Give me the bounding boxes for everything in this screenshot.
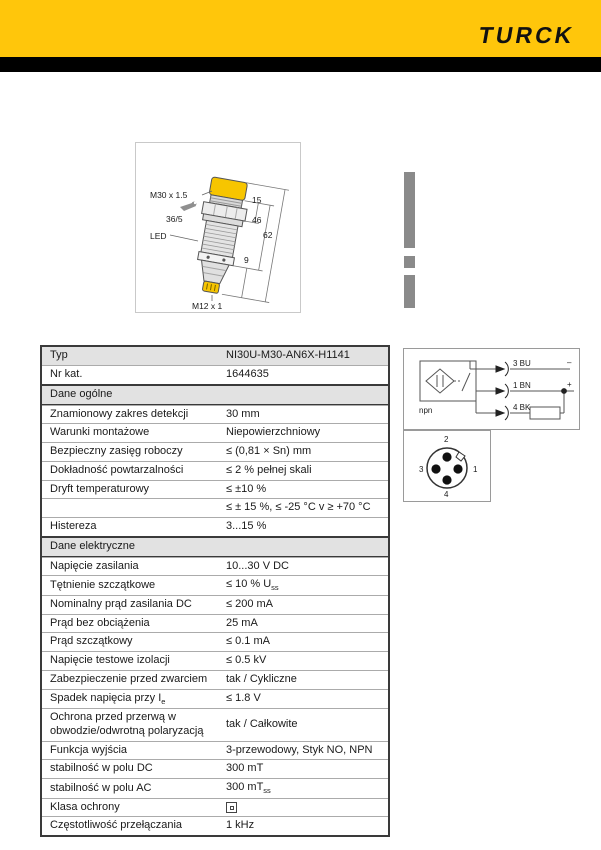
- sidebar-text-block: [404, 256, 415, 268]
- row-value: Niepowierzchniowy: [226, 426, 321, 439]
- wrench-icon: [180, 202, 196, 211]
- table-row: [42, 405, 388, 424]
- minus-sign: –: [567, 358, 572, 367]
- row-label: Spadek napięcia przy $I_e$: [50, 691, 166, 706]
- output-type-label: npn: [419, 406, 433, 415]
- dim-62: 62: [263, 230, 273, 240]
- table-row: [42, 517, 388, 536]
- row-label: Dryft temperaturowy: [50, 482, 150, 495]
- connector-thread-label: M12 x 1: [192, 301, 223, 311]
- table-row: [42, 670, 388, 689]
- table-row: [42, 557, 388, 576]
- sidebar-text-block: [404, 275, 415, 308]
- led-label: LED: [150, 231, 167, 241]
- row-label: Typ: [50, 349, 68, 362]
- wrench-size-label: 36/5: [166, 214, 183, 224]
- wiring-diagram: [403, 348, 580, 430]
- pin-label-2: 2: [444, 435, 449, 444]
- row-value: ≤ ± 15 %, ≤ -25 °C v ≥ +70 °C: [226, 501, 371, 514]
- junction-dot: [562, 389, 567, 394]
- table-row: [42, 708, 388, 741]
- row-value: ≤ 1.8 V: [226, 691, 261, 704]
- switch-symbol: [462, 373, 470, 391]
- table-row: [42, 816, 388, 835]
- row-value: ≤ 2 % pełnej skali: [226, 463, 312, 476]
- row-label: Histereza: [50, 520, 97, 532]
- row-value: 10...30 V DC: [226, 559, 289, 572]
- row-value: [224, 799, 388, 817]
- row-label: Częstotliwość przełączania: [50, 819, 183, 832]
- row-value: 1644635: [226, 368, 269, 380]
- row-value: ≤ 0.5 kV: [226, 654, 267, 667]
- table-section-header: [42, 536, 388, 557]
- row-value: ≤ 0.1 mA: [226, 635, 270, 648]
- row-label: Funkcja wyjścia: [50, 743, 128, 756]
- row-value: tak / Całkowite: [226, 718, 298, 730]
- wiring-diagram-svg: [404, 349, 579, 429]
- inductive-symbol: [426, 369, 454, 393]
- row-value: 3...15 %: [226, 520, 267, 532]
- row-value: 300 mT: [226, 762, 264, 775]
- sensor-drawing-svg: [136, 143, 300, 312]
- row-label: stabilność w polu DC: [50, 762, 153, 775]
- row-label: Napięcie testowe izolacji: [50, 654, 170, 667]
- wire1-label: 3 BU: [513, 359, 531, 368]
- row-label: Znamionowy zakres detekcji: [50, 407, 189, 420]
- thread-top-label: M30 x 1.5: [150, 190, 188, 200]
- table-row: [42, 423, 388, 442]
- row-label: Nr kat.: [50, 368, 83, 380]
- row-label: Dokładność powtarzalności: [50, 463, 184, 476]
- row-label: Dane elektryczne: [50, 539, 135, 552]
- row-value: ≤ 10 % $U_{ss}$: [226, 578, 279, 593]
- row-value: 30 mm: [226, 407, 260, 420]
- product-image: [135, 142, 301, 313]
- row-label: Napięcie zasilania: [50, 559, 139, 572]
- pin-label-1: 1: [473, 465, 478, 474]
- row-label: Tętnienie szczątkowe: [50, 578, 156, 591]
- load-resistor: [530, 407, 560, 419]
- dim-15: 15: [252, 195, 262, 205]
- row-value: ≤ ±10 %: [226, 482, 267, 495]
- row-value: 300 $mT_{ss}$: [226, 781, 271, 796]
- table-row: [42, 347, 388, 365]
- table-row: [42, 461, 388, 480]
- wire3-label: 4 BK: [513, 403, 531, 412]
- connector-pinout: [403, 430, 491, 502]
- row-value: ≤ (0,81 × Sn) mm: [226, 445, 312, 457]
- table-row: [42, 741, 388, 760]
- table-row: [42, 480, 388, 499]
- sensor-connector-taper: [198, 260, 229, 285]
- table-section-header: [42, 384, 388, 405]
- table-row: [42, 614, 388, 633]
- table-row: [42, 689, 388, 709]
- row-label: Ochrona przed przerwą w obwodzie/odwrotną polaryzacją: [50, 711, 204, 737]
- row-label: Zabezpieczenie przed zwarciem: [50, 672, 208, 685]
- table-row: [42, 651, 388, 670]
- table-row: [42, 778, 388, 798]
- table-row: [42, 365, 388, 384]
- row-label: Prąd szczątkowy: [50, 635, 133, 648]
- row-label: stabilność w polu AC: [50, 781, 152, 794]
- row-value: 25 mA: [226, 616, 258, 629]
- spec-table: [40, 345, 390, 837]
- row-label: Bezpieczny zasięg roboczy: [50, 445, 183, 457]
- dim-46: 46: [252, 215, 262, 225]
- row-value: tak / Cykliczne: [226, 672, 297, 685]
- row-value: NI30U-M30-AN6X-H1141: [226, 349, 350, 362]
- row-label: Dane ogólne: [50, 387, 113, 400]
- sidebar-text-block: [404, 172, 415, 248]
- row-label: Nominalny prąd zasilania DC: [50, 597, 192, 610]
- table-row: [42, 798, 388, 817]
- table-row: [42, 498, 388, 517]
- header-black-bar: [0, 57, 601, 72]
- sensor-body: [188, 176, 289, 303]
- row-label: Warunki montażowe: [50, 426, 150, 439]
- row-value: 3-przewodowy, Styk NO, NPN: [226, 743, 373, 756]
- row-label: Prąd bez obciążenia: [50, 616, 150, 629]
- row-label: Klasa ochrony: [50, 800, 120, 813]
- pinout-svg: [404, 431, 490, 501]
- row-value: 1 kHz: [226, 819, 255, 832]
- pin-label-4: 4: [444, 490, 449, 499]
- turck-logo: TURCK: [476, 22, 577, 48]
- table-row: [42, 442, 388, 461]
- protection-class-2-icon: [226, 802, 237, 813]
- wire2-label: 1 BN: [513, 381, 531, 390]
- pin-label-3: 3: [419, 465, 424, 474]
- plus-sign: +: [567, 380, 572, 389]
- row-label: [42, 506, 224, 510]
- table-row: [42, 595, 388, 614]
- table-row: [42, 575, 388, 595]
- dim-9: 9: [244, 255, 249, 265]
- row-value: ≤ 200 mA: [226, 597, 274, 610]
- table-row: [42, 759, 388, 778]
- table-row: [42, 632, 388, 651]
